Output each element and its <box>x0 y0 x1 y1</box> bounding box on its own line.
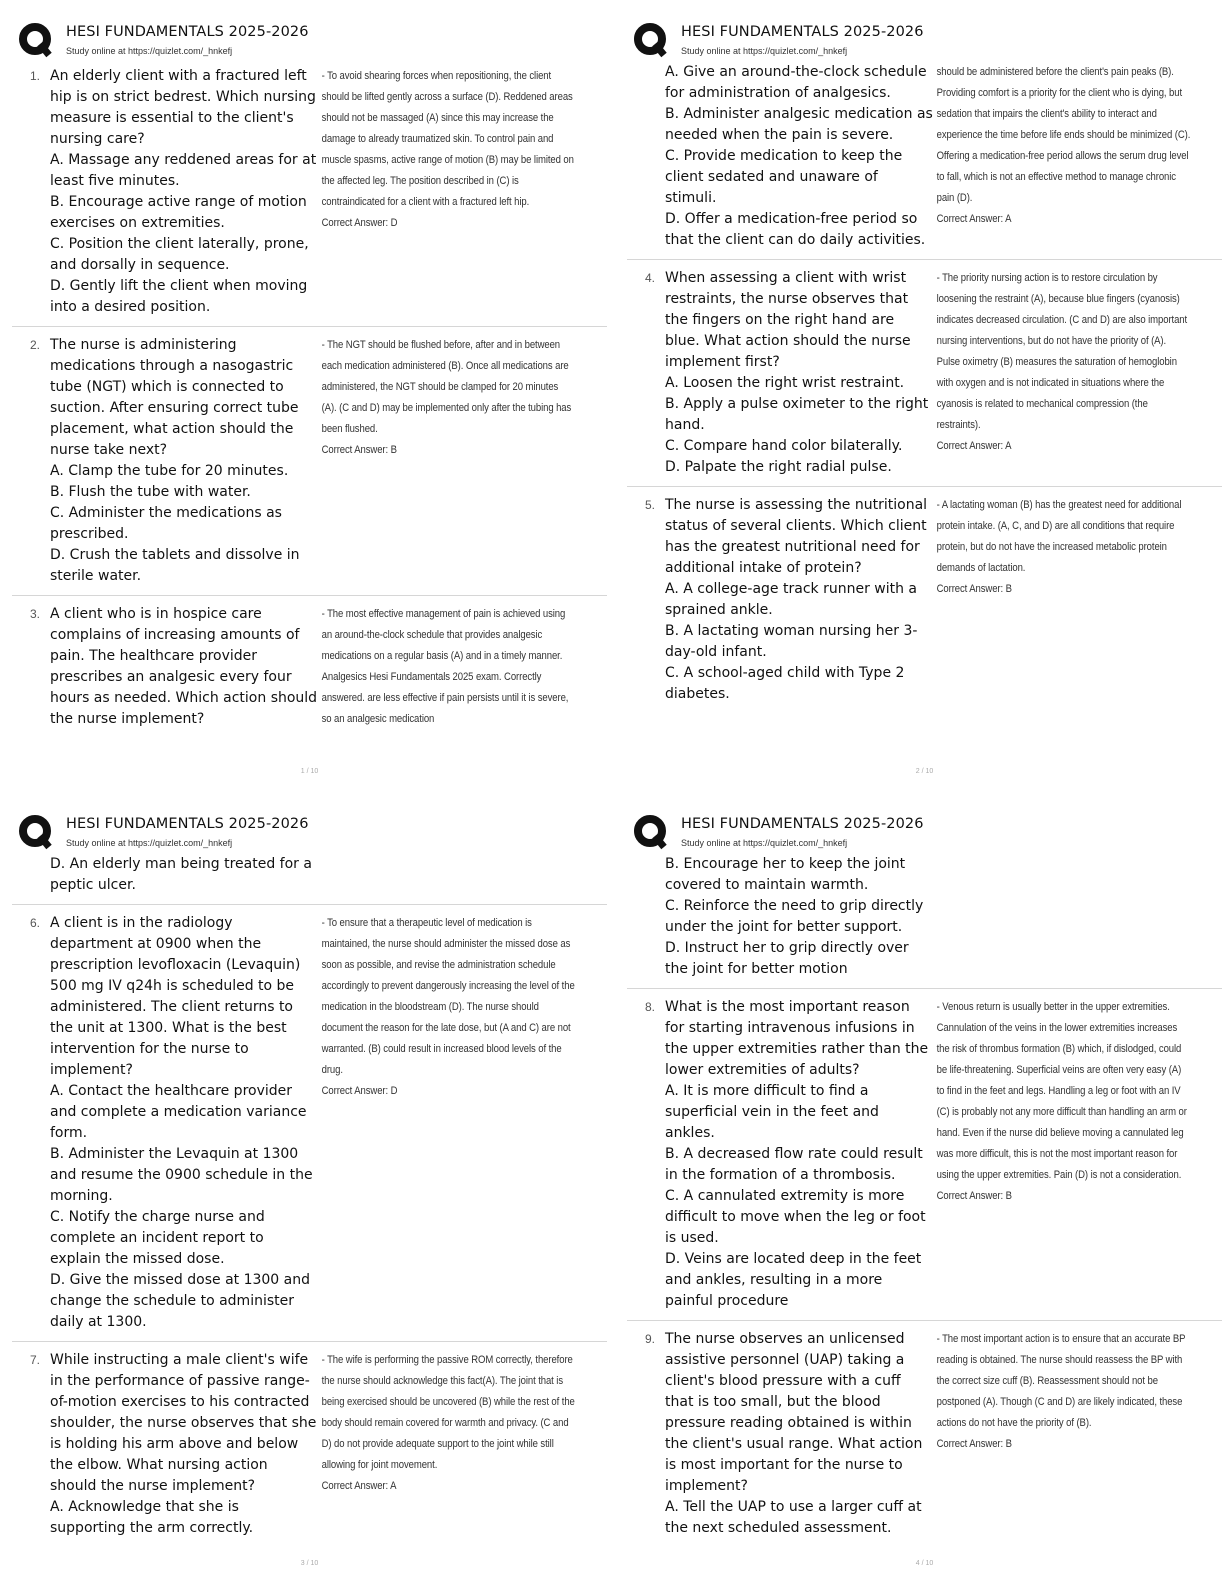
page-number: 1 / 10 <box>300 768 319 775</box>
answer-option: B. Encourage active range of motion exercises on extremities. <box>50 194 307 231</box>
document-subtitle: Study online at https://quizlet.com/_hnkefj <box>66 838 233 848</box>
question-stem: When assessing a client with wrist restraints, the nurse observes that the fingers on the right hand are blue. What action should the nurse implement first? <box>665 270 911 370</box>
question-number: 8. <box>644 1000 655 1014</box>
page-header <box>12 14 607 70</box>
question-stem: A client is in the radiology department at 0900 when the prescription levofloxacin (Levaquin) 500 mg IV q24h is scheduled to be administered. The client returns to the unit at 1300. What is the best intervention for the nurse to implement? <box>50 915 301 1078</box>
rationale-text: - A lactating woman (B) has the greatest need for additional protein intake. (A, C, and D) are all conditions that require protein, but do not have the increased metabolic protein demands of lactation. <box>936 499 1182 574</box>
question-item-continued <box>12 854 607 905</box>
question-item <box>12 913 607 1342</box>
answer-option: A. Give an around-the-clock schedule for administration of analgesics. <box>665 64 927 101</box>
answer-option: A. A college-age track runner with a sprained ankle. <box>665 581 917 618</box>
rationale-text: - The wife is performing the passive ROM correctly, therefore the nurse should acknowledge this fact(A). The joint that is being exercised should be uncovered (B) while the rest of the body should remain covered for warmth and privacy. (C and D) do not provide adequate support to the joint while still allowing for joint movement. <box>321 1354 575 1471</box>
question-stem: The nurse is administering medications through a nasogastric tube (NGT) which is connected to suction. After ensuring correct tube placement, what action should the nurse take next? <box>50 337 299 458</box>
answer-option: B. Administer analgesic medication as needed when the pain is severe. <box>665 106 933 143</box>
rationale-text: - The NGT should be flushed before, after and in between each medication administered (B). Once all medications are administered, the NGT should be clamped for 20 minutes (A). (C and D) may be implemented only after the tubing has been flushed. <box>321 339 572 435</box>
question-number: 5. <box>644 498 655 512</box>
answer-option: C. Reinforce the need to grip directly under the joint for better support. <box>665 898 924 935</box>
answer-option: D. Instruct her to grip directly over the joint for better motion <box>665 940 909 977</box>
question-number: 6. <box>29 916 40 930</box>
page-number: 3 / 10 <box>300 1560 319 1567</box>
answer-option: A. Loosen the right wrist restraint. <box>665 375 905 391</box>
answer-option: D. Crush the tablets and dissolve in sterile water. <box>50 547 300 584</box>
question-item <box>12 66 607 327</box>
question-number: 3. <box>29 607 40 621</box>
answer-option: A. Massage any reddened areas for at least five minutes. <box>50 152 317 189</box>
question-item-continued <box>627 62 1222 260</box>
question-stem: While instructing a male client's wife in the performance of passive range-of-motion exercises to his contracted shoulder, the nurse observes that she is holding his arm above and below the elbow. What nursing action should the nurse implement? <box>50 1352 317 1494</box>
question-stem: The nurse is assessing the nutritional status of several clients. Which client has the greatest nutritional need for additional intake of protein? <box>665 497 928 576</box>
answer-option: D. Veins are located deep in the feet and ankles, resulting in a more painful procedure <box>665 1251 922 1309</box>
document-subtitle: Study online at https://quizlet.com/_hnkefj <box>681 46 848 56</box>
document-page-1 <box>12 10 607 785</box>
question-number: 7. <box>29 1353 40 1367</box>
page-number: 4 / 10 <box>915 1560 934 1567</box>
document-page-2 <box>627 10 1222 785</box>
answer-option: B. Administer the Levaquin at 1300 and resume the 0900 schedule in the morning. <box>50 1146 313 1204</box>
question-item-continued <box>627 854 1222 989</box>
correct-answer: Correct Answer: B <box>936 583 1012 595</box>
answer-option: B. Flush the tube with water. <box>50 484 251 500</box>
document-title: HESI FUNDAMENTALS 2025-2026 <box>66 24 309 40</box>
question-number: 4. <box>644 271 655 285</box>
page-number: 2 / 10 <box>915 768 934 775</box>
quizlet-logo-icon <box>633 22 669 58</box>
rationale-text: - The most effective management of pain is achieved using an around-the-clock schedule that provides analgesic medications on a regular basis (A) and in a timely manner. Analgesics Hesi Fundamentals 2025 exam. Correctly answered. are less effective if pain persists until it is severe, so an analgesic medication <box>321 608 569 725</box>
question-number: 9. <box>644 1332 655 1346</box>
answer-option: C. Notify the charge nurse and complete an incident report to explain the missed dose. <box>50 1209 265 1267</box>
correct-answer: Correct Answer: B <box>936 1438 1012 1450</box>
answer-option: B. A decreased flow rate could result in the formation of a thrombosis. <box>665 1146 923 1183</box>
answer-option: C. Compare hand color bilaterally. <box>665 438 903 454</box>
document-page-4 <box>627 802 1222 1577</box>
question-item <box>12 604 607 738</box>
quizlet-logo-icon <box>18 22 54 58</box>
correct-answer: Correct Answer: D <box>321 217 398 229</box>
answer-option: D. Gently lift the client when moving into a desired position. <box>50 278 308 315</box>
rationale-text: - Venous return is usually better in the upper extremities. Cannulation of the veins in the lower extremities increases the risk of thrombus formation (B) which, if dislodged, could be life-threatening. Superficial veins are often very easy (A) to find in the feet and legs. Handling a leg or foot with an IV (C) is probably not any more difficult than handling an arm or hand. Even if the nurse did believe moving a cannulated leg was more difficult, this is not the most important reason for using the upper extremities. Pain (D) is not a consideration. <box>936 1001 1187 1181</box>
correct-answer: Correct Answer: D <box>321 1085 398 1097</box>
question-stem: The nurse observes an unlicensed assistive personnel (UAP) taking a client's blood pressure with a cuff that is too small, but the blood pressure reading obtained is within the client's usual range. What action is most important for the nurse to implement? <box>665 1331 923 1494</box>
document-page-3 <box>12 802 607 1577</box>
answer-option: D. Give the missed dose at 1300 and change the schedule to administer daily at 1300. <box>50 1272 311 1330</box>
document-subtitle: Study online at https://quizlet.com/_hnkefj <box>681 838 848 848</box>
correct-answer: Correct Answer: A <box>321 1480 397 1492</box>
answer-option: B. A lactating woman nursing her 3-day-old infant. <box>665 623 918 660</box>
rationale-text: should be administered before the client's pain peaks (B). Providing comfort is a priority for the client who is dying, but sedation that impairs the client's ability to interact and experience the time before life ends should be minimized (C). Offering a medication-free period allows the serum drug level to fall, which is not an effective method to manage chronic pain (D). <box>936 66 1191 204</box>
document-subtitle: Study online at https://quizlet.com/_hnkefj <box>66 46 233 56</box>
rationale-text: - To avoid shearing forces when repositioning, the client should be lifted gently across a surface (D). Reddened areas should not be massaged (A) since this may increase the damage to already traumatized skin. To control pain and muscle spasms, active range of motion (B) may be limited on the affected leg. The position described in (C) is contraindicated for a client with a fractured left hip. <box>321 70 574 208</box>
answer-option: D. Offer a medication-free period so that the client can do daily activities. <box>665 211 926 248</box>
answer-option: A. Acknowledge that she is supporting the arm correctly. <box>50 1499 254 1536</box>
document-title: HESI FUNDAMENTALS 2025-2026 <box>681 816 924 832</box>
question-item <box>627 495 1222 713</box>
answer-option: A. Tell the UAP to use a larger cuff at the next scheduled assessment. <box>665 1499 922 1536</box>
answer-option: C. Administer the medications as prescribed. <box>50 505 282 542</box>
answer-option: C. Position the client laterally, prone, and dorsally in sequence. <box>50 236 309 273</box>
rationale-text: - To ensure that a therapeutic level of medication is maintained, the nurse should administer the missed dose as soon as possible, and revise the administration schedule accordingly to prevent dangerously increasing the level of the medication in the bloodstream (D). The nurse should document the reason for the late dose, but (A and C) are not warranted. (B) could result in increased blood levels of the drug. <box>321 917 575 1076</box>
question-stem: An elderly client with a fractured left hip is on strict bedrest. Which nursing measure is essential to the client's nursing care? <box>50 68 316 147</box>
answer-option: A. Clamp the tube for 20 minutes. <box>50 463 289 479</box>
document-title: HESI FUNDAMENTALS 2025-2026 <box>681 24 924 40</box>
answer-option: D. An elderly man being treated for a peptic ulcer. <box>50 856 312 893</box>
question-item <box>627 268 1222 487</box>
quizlet-logo-icon <box>18 814 54 850</box>
correct-answer: Correct Answer: B <box>321 444 397 456</box>
answer-option: A. It is more difficult to find a superficial vein in the feet and ankles. <box>665 1083 879 1141</box>
rationale-text: - The priority nursing action is to restore circulation by loosening the restraint (A), because blue fingers (cyanosis) indicates decreased circulation. (C and D) are also important nursing interventions, but do not have the priority of (A). Pulse oximetry (B) measures the saturation of hemoglobin with oxygen and is not indicated in situations where the cyanosis is related to mechanical compression (the restraints). <box>936 272 1188 431</box>
question-stem: A client who is in hospice care complains of increasing amounts of pain. The healthcare provider prescribes an analgesic every four hours as needed. Which action should the nurse implement? <box>50 606 318 727</box>
document-title: HESI FUNDAMENTALS 2025-2026 <box>66 816 309 832</box>
rationale-text: - The most important action is to ensure that an accurate BP reading is obtained. The nurse should reassess the BP with the correct size cuff (B). Reassessment should not be postponed (A). Though (C and D) are likely indicated, these actions do not have the priority of (B). <box>936 1333 1186 1429</box>
question-number: 1. <box>29 69 40 83</box>
question-stem: What is the most important reason for starting intravenous infusions in the upper extremities rather than the lower extremities of adults? <box>665 999 929 1078</box>
answer-option: C. Provide medication to keep the client sedated and unaware of stimuli. <box>665 148 903 206</box>
answer-option: C. A cannulated extremity is more difficult to move when the leg or foot is used. <box>665 1188 926 1246</box>
question-item <box>12 335 607 596</box>
answer-option: B. Encourage her to keep the joint covered to maintain warmth. <box>665 856 906 893</box>
correct-answer: Correct Answer: B <box>936 1190 1012 1202</box>
answer-option: D. Palpate the right radial pulse. <box>665 459 892 475</box>
correct-answer: Correct Answer: A <box>936 440 1012 452</box>
answer-option: B. Apply a pulse oximeter to the right hand. <box>665 396 929 433</box>
correct-answer: Correct Answer: A <box>936 213 1012 225</box>
answer-option: C. A school-aged child with Type 2 diabetes. <box>665 665 905 702</box>
question-item <box>627 1329 1222 1547</box>
quizlet-logo-icon <box>633 814 669 850</box>
question-item <box>627 997 1222 1321</box>
question-number: 2. <box>29 338 40 352</box>
answer-option: A. Contact the healthcare provider and complete a medication variance form. <box>50 1083 307 1141</box>
question-item <box>12 1350 607 1547</box>
